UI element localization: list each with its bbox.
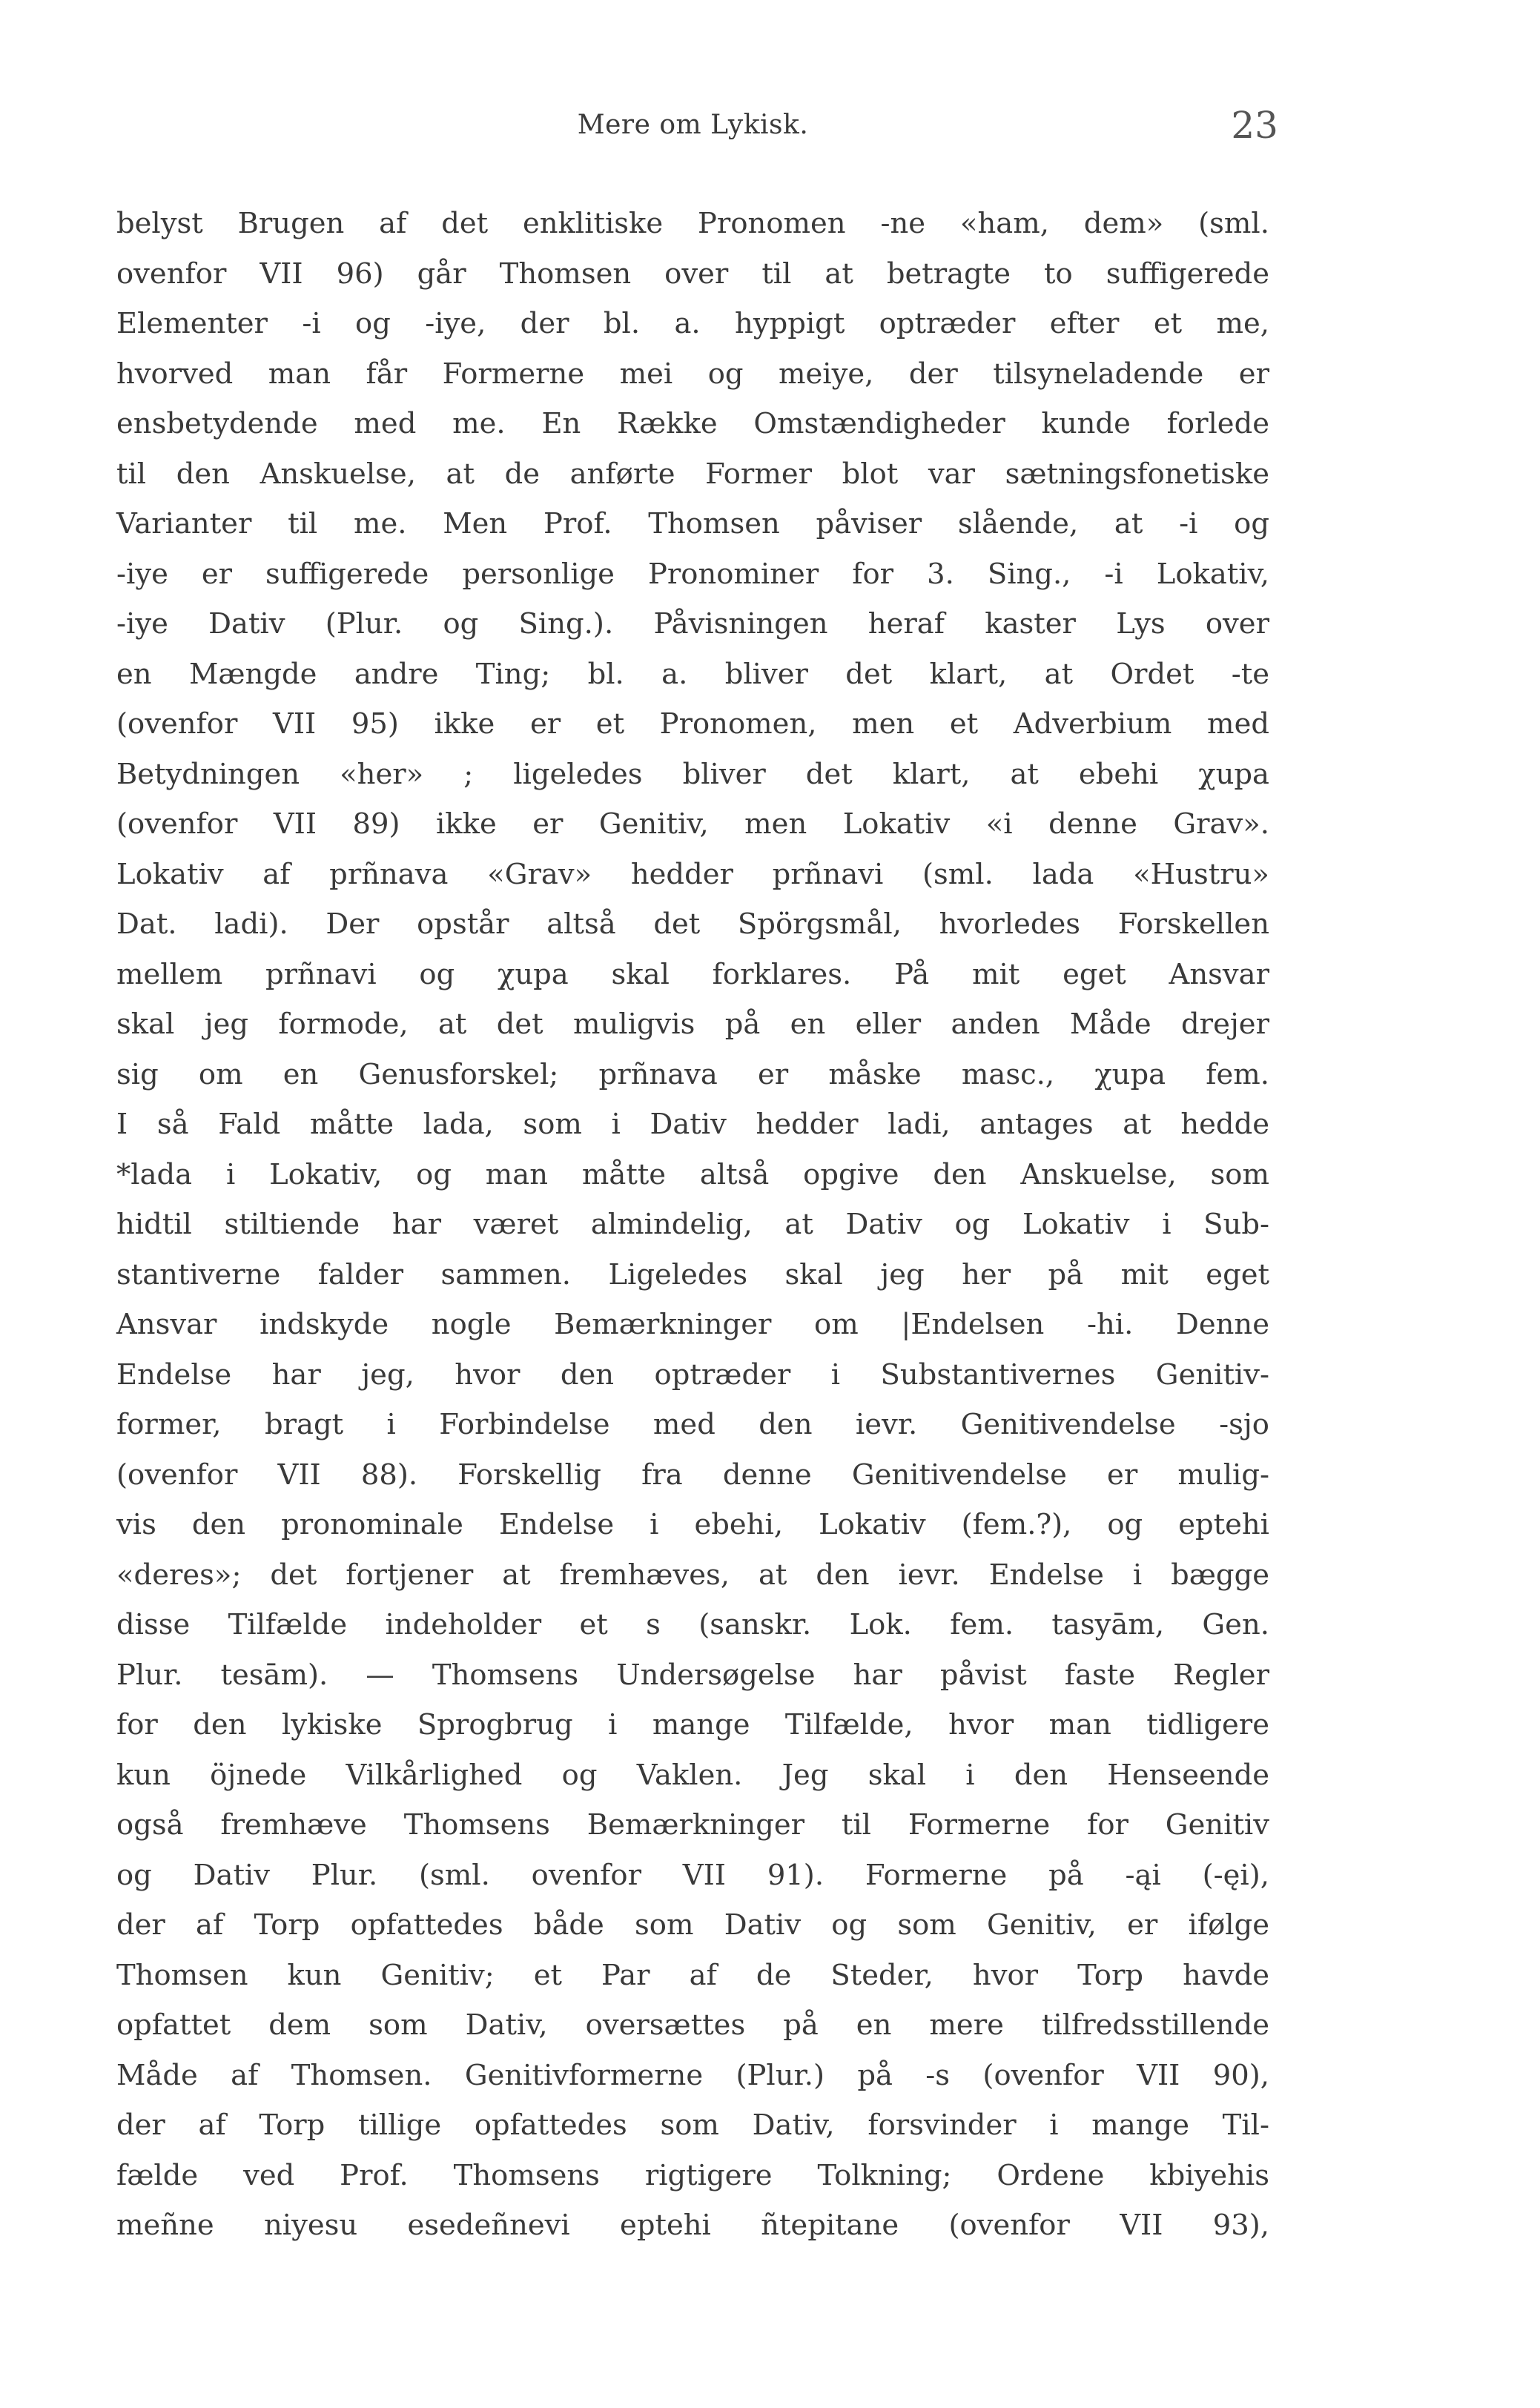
text-line: ovenfor VII 96) går Thomsen over til at betragte to suffigerede: [116, 257, 1269, 291]
text-line: for den lykiske Sprogbrug i mange Tilfælde, hvor man tidligere: [116, 1708, 1269, 1742]
text-line: og Dativ Plur. (sml. ovenfor VII 91). Formerne på -ąi (-ęi),: [116, 1858, 1269, 1892]
text-line: Elementer -i og -iye, der bl. a. hyppigt optræder efter et me,: [116, 307, 1269, 340]
text-line: der af Torp opfattedes både som Dativ og som Genitiv, er ifølge: [116, 1908, 1269, 1942]
running-head: [116, 104, 1278, 148]
text-line: belyst Brugen af det enklitiske Pronomen -ne «ham, dem» (sml.: [116, 207, 1269, 240]
text-line: Plur. tesām). — Thomsens Undersøgelse har påvist faste Regler: [116, 1658, 1269, 1692]
text-line: Måde af Thomsen. Genitivformerne (Plur.) på -s (ovenfor VII 90),: [116, 2058, 1269, 2092]
text-line: -iye Dativ (Plur. og Sing.). Påvisningen heraf kaster Lys over: [116, 607, 1269, 641]
text-line: Ansvar indskyde nogle Bemærkninger om |Endelsen -hi. Denne: [116, 1308, 1269, 1341]
text-line: vis den pronominale Endelse i ebehi, Lokativ (fem.?), og eptehi: [116, 1508, 1269, 1541]
text-line: Lokativ af prñnava «Grav» hedder prñnavi (sml. lada «Hustru»: [116, 857, 1269, 891]
text-line: opfattet dem som Dativ, oversættes på en mere tilfredsstillende: [116, 2008, 1269, 2042]
text-line: mellem prñnavi og χupa skal forklares. På mit eget Ansvar: [116, 957, 1269, 991]
text-line: former, bragt i Forbindelse med den ievr. Genitivendelse -sjo: [116, 1408, 1269, 1441]
text-line: Varianter til me. Men Prof. Thomsen påviser slående, at -i og: [116, 507, 1269, 540]
text-line: hidtil stiltiende har været almindelig, at Dativ og Lokativ i Sub-: [116, 1208, 1269, 1241]
text-line: sig om en Genusforskel; prñnava er måske masc., χupa fem.: [116, 1057, 1269, 1091]
text-line: «deres»; det fortjener at fremhæves, at den ievr. Endelse i bægge: [116, 1558, 1269, 1592]
text-line: ensbetydende med me. En Række Omstændigheder kunde forlede: [116, 407, 1269, 440]
body-text: [116, 199, 1269, 2251]
text-line: der af Torp tillige opfattedes som Dativ, forsvinder i mange Til-: [116, 2108, 1269, 2142]
text-line: *lada i Lokativ, og man måtte altså opgive den Anskuelse, som: [116, 1157, 1269, 1191]
page-number: 23: [1231, 104, 1278, 147]
text-line: skal jeg formode, at det muligvis på en eller anden Måde drejer: [116, 1008, 1269, 1041]
text-line: Dat. ladi). Der opstår altså det Spörgsmål, hvorledes Forskellen: [116, 907, 1269, 941]
text-line: kun öjnede Vilkårlighed og Vaklen. Jeg skal i den Henseende: [116, 1758, 1269, 1792]
running-title: Mere om Lykisk.: [577, 110, 809, 140]
text-line: meñne niyesu esedeñnevi eptehi ñtepitane (ovenfor VII 93),: [116, 2209, 1269, 2242]
text-line: Thomsen kun Genitiv; et Par af de Steder, hvor Torp havde: [116, 1958, 1269, 1992]
text-line: fælde ved Prof. Thomsens rigtigere Tolkning; Ordene kbiyehis: [116, 2158, 1269, 2192]
text-line: -iye er suffigerede personlige Pronominer for 3. Sing., -i Lokativ,: [116, 557, 1269, 591]
text-line: stantiverne falder sammen. Ligeledes skal jeg her på mit eget: [116, 1257, 1269, 1291]
text-line: (ovenfor VII 89) ikke er Genitiv, men Lokativ «i denne Grav».: [116, 807, 1269, 841]
text-line: en Mængde andre Ting; bl. a. bliver det klart, at Ordet -te: [116, 657, 1269, 691]
text-line: til den Anskuelse, at de anførte Former blot var sætningsfonetiske: [116, 457, 1269, 491]
text-line: Betydningen «her» ; ligeledes bliver det klart, at ebehi χupa: [116, 757, 1269, 791]
text-line: (ovenfor VII 95) ikke er et Pronomen, men et Adverbium med: [116, 707, 1269, 741]
text-line: hvorved man får Formerne mei og meiye, der tilsyneladende er: [116, 357, 1269, 391]
text-line: disse Tilfælde indeholder et s (sanskr. Lok. fem. tasyām, Gen.: [116, 1608, 1269, 1641]
text-line: (ovenfor VII 88). Forskellig fra denne Genitivendelse er mulig-: [116, 1458, 1269, 1492]
text-line: også fremhæve Thomsens Bemærkninger til Formerne for Genitiv: [116, 1808, 1269, 1842]
text-line: I så Fald måtte lada, som i Dativ hedder ladi, antages at hedde: [116, 1108, 1269, 1141]
text-line: Endelse har jeg, hvor den optræder i Substantivernes Genitiv-: [116, 1357, 1269, 1392]
